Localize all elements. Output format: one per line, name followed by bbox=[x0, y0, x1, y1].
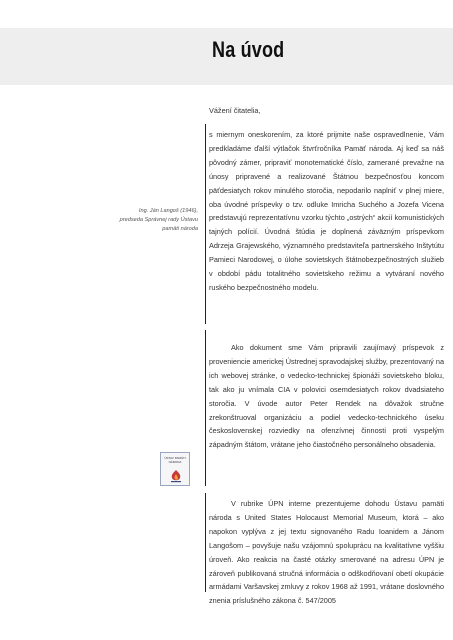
flame-icon bbox=[168, 469, 184, 483]
column-rule-3 bbox=[205, 493, 206, 592]
institute-logo bbox=[160, 452, 190, 486]
greeting: Vážení čitatelia, bbox=[209, 106, 261, 115]
paragraph-text: V rubrike ÚPN interne prezentujeme dohodu Ústavu pamäti národa s United States Holocaust Memorial Museum, ktorá – ako napokon vyplýva z jej textu signovaného Radu Ioanidem a Jánom Langošom – povyšuje našu vzájomnú spoluprácu na kvalitatívne vyššiu úroveň. Ako reakcia na časté otázky smerované na adresu ÚPN je zároveň publikovaná stručná informácia o odškodňovaní obetí okupácie armádami Varšavskej zmluvy z rokov 1968 až 1991, vrátane doslovného znenia príslušného zákona č. 547/2005 bbox=[209, 499, 444, 606]
column-rule-1 bbox=[205, 124, 206, 324]
portrait-caption: Ing. Ján Langoš (1946), predseda Správnej rady Ústavu pamäti národa bbox=[119, 208, 198, 233]
page-title: Na úvod bbox=[212, 37, 285, 62]
column-rule-2 bbox=[205, 330, 206, 486]
paragraph-1 bbox=[209, 128, 444, 295]
logo-text: ÚSTAV PAMÄTI NÁRODA bbox=[164, 456, 186, 464]
paragraph-3 bbox=[209, 497, 444, 608]
paragraph-2 bbox=[209, 341, 444, 452]
paragraph-text: Ako dokument sme Vám pripravili zaujímavý príspevok z proveniencie americkej Ústrednej spravodajskej služby, prezentovaný na ich webovej stránke, o vedecko-technickej špionáži sovietskeho bloku, tak ako ju vnímala CIA v polovici osemdesiatych rokov dvadsiateho storočia. V úvode autor Peter Rendek na dôvažok stručne zrekonštruoval organizáciu a podiel vedecko-technického úseku československej rozviedky na ofenzívnej činnosti proti vyspelým západným štátom, vrátane jeho čiastočného personálneho obsadenia. bbox=[209, 343, 444, 450]
paragraph-text: s miernym oneskorením, za ktoré prijmite naše ospravedlnenie, Vám predkladáme ďalší výtlačok štvrťročníka Pamäť národa. Aj keď sa náš pôvodný zámer, pripraviť monotematické číslo, zamerané prevažne na únosy pripravené a realizované Štátnou bezpečnosťou koncom päťdesiatych rokov minulého storočia, nepodarilo naplniť v plnej miere, oba úvodné príspevky o tzv. odluke Imricha Suchého a Jozefa Vicena predstavujú reprezentatívnu vzorku týchto „ostrých“ akcií komunistických tajných polícií. Úvodná štúdia je doplnená záväzným príspevkom Adrzeja Grajewského, významného predstaviteľa partnerského Inštytútu Pamieci Narodowej, o úlohe sovietskych štátnobezpečnostných služieb v období pádu totalitného sovietskeho režimu a vytváraní nového ruského bezpečnostného modelu. bbox=[209, 130, 444, 292]
